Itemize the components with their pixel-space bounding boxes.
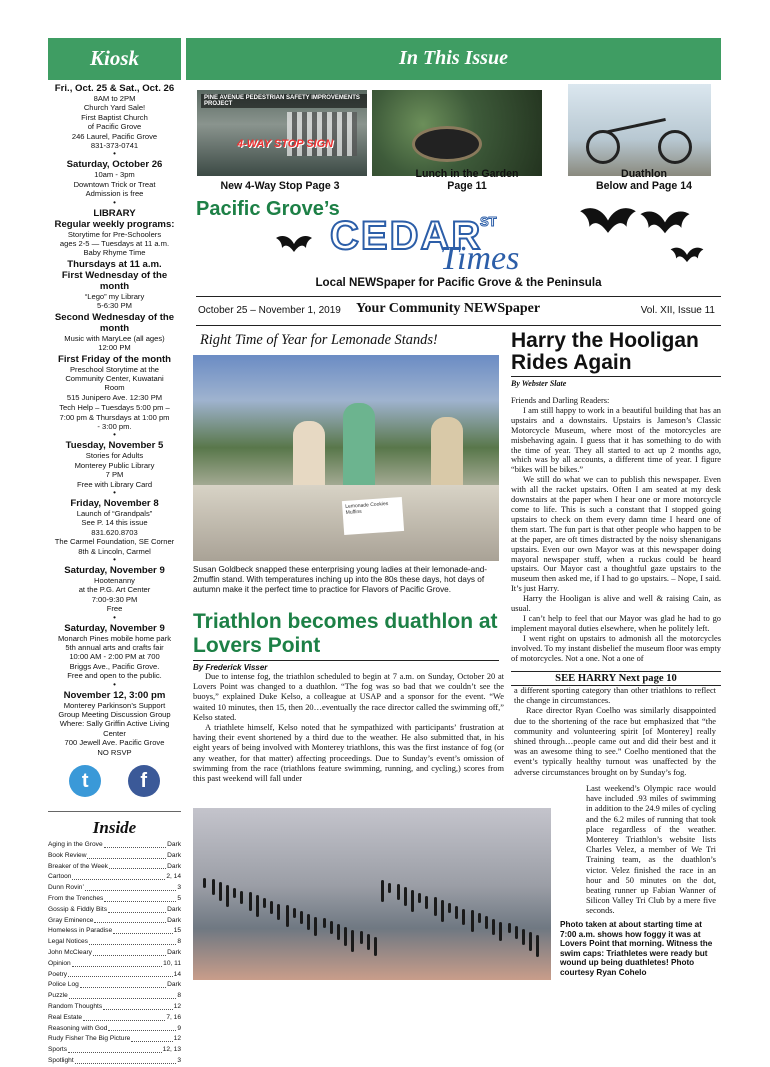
logo-times: Times	[440, 240, 520, 277]
bat-icon	[670, 244, 704, 264]
paragraph: We still do what we can to publish this newspaper. Even with all the racket upstairs. Often I am seated at my desk downstairs at the paper when I hear one or more motorcycle come to life. This is such a constant that I stopped going upstairs to check on them every damn time I heard one of them start. The fun part is that other people who happen to be at the paper, are oft times distracted by the noisy shenanigans upstairs. Even our own Mayor was at this newspaper doing mayoral newspaper stuff, when a ruckus could be heard upstairs. Our Mayor cast a thoughtful gaze upstairs to the museum then asked me, if I had to go upstairs. – Nope, I said. It’s just Harry.	[511, 475, 721, 594]
inside-item-page: Dark	[167, 949, 181, 957]
event-line: Hootenanny	[94, 576, 135, 585]
triathlon-body-end: Last weekend’s Olympic race would have included .93 miles of swimming in addition to the 24.9 miles of cycling and the 6.2 miles of running that took place regardless of the weather. Monterey Triathlon’s website lists Charles Velez, a member of We Tri Training team, as the duathlon’s victor. Velez finished the race in an hour and 50 minutes on the dot, beating runner up Fabian Wanner of Silicon Valley Tri Club by a mere five seconds.	[586, 784, 716, 916]
teaser-stop-sign[interactable]	[200, 180, 360, 192]
athlete-figure	[330, 921, 333, 934]
inside-item[interactable]	[48, 948, 181, 959]
teaser-label: New 4-Way Stop Page 3	[220, 180, 340, 192]
athlete-figure	[448, 903, 451, 913]
athlete-figure	[397, 884, 400, 900]
athlete-figure	[314, 917, 317, 936]
dot-leader	[69, 991, 177, 999]
paragraph: I went right on upstairs to admonish all the motorcycles involved. To my instant disbelief the museum floor was empty of motorcycles. Not a one. Not a one of	[511, 633, 721, 663]
athlete-figure	[212, 879, 215, 895]
inside-item-title: Opinion	[48, 959, 71, 967]
inside-item-title: Breaker of the Week	[48, 862, 108, 870]
athlete-figure	[529, 932, 532, 951]
inside-item-title: Reasoning with God	[48, 1024, 108, 1032]
event-line: Baby Rhyme Time	[83, 248, 146, 258]
kiosk-column	[48, 38, 181, 1065]
inside-item-page: 9	[177, 1024, 181, 1032]
stop-sign-photo[interactable]	[197, 90, 367, 176]
inside-item-page: 15	[173, 927, 181, 935]
inside-item-page: 5	[177, 895, 181, 903]
inside-item[interactable]	[48, 1034, 181, 1045]
bullet-separator: •	[113, 197, 116, 207]
inside-item-page: 12	[173, 1003, 181, 1011]
athlete-figure	[351, 930, 354, 952]
teaser-label: Duathlon	[621, 168, 667, 180]
dot-leader	[89, 937, 176, 945]
kiosk-event	[48, 565, 181, 622]
athlete-figure	[508, 923, 511, 933]
kiosk-events	[48, 80, 181, 757]
inside-list	[48, 840, 181, 1067]
inside-item-page: 3	[177, 1057, 181, 1065]
athlete-figure	[277, 904, 280, 920]
dateline	[196, 296, 721, 326]
event-heading: First Friday of the month	[58, 353, 171, 365]
inside-item-page: 12, 13	[162, 1046, 181, 1054]
photo-tag: PINE AVENUE PEDESTRIAN SAFETY IMPROVEMENTS PROJECT	[201, 94, 367, 108]
dot-leader	[93, 948, 166, 956]
paragraph: Due to intense fog, the triathlon scheduled to begin at 7 a.m. on Sunday, October 20 at Lovers Point was changed to a duathlon. “The fog was so bad that we couldn’t see the buoys,” explained Duke Kelso, a colleague at USAP and a sponsor for the event. “We waited 10 minutes, then 15, then 20…eventually the race director called the swimming off,” Kelso stated.	[193, 672, 504, 722]
inside-item-page: 3	[177, 884, 181, 892]
dot-leader	[113, 926, 173, 934]
athlete-figure	[307, 914, 310, 930]
inside-item[interactable]	[48, 1013, 181, 1024]
harry-byline: By Webster Slate	[511, 376, 721, 388]
dot-leader	[104, 894, 176, 902]
event-heading: Saturday, November 9	[64, 565, 165, 576]
inside-item[interactable]	[48, 970, 181, 981]
athlete-figure	[263, 898, 266, 908]
bullet-separator: •	[113, 612, 116, 622]
dot-leader	[104, 840, 166, 848]
inside-item-title: Poetry	[48, 970, 68, 978]
inside-item[interactable]	[48, 872, 181, 883]
athlete-figure	[360, 931, 363, 944]
event-heading: Saturday, October 26	[66, 159, 163, 171]
logo-main: CEDAR	[330, 214, 483, 258]
bullet-separator: •	[113, 149, 116, 159]
dot-leader	[103, 1002, 173, 1010]
kiosk-event	[48, 690, 181, 757]
event-line: Room	[104, 383, 125, 393]
event-heading: Fri., Oct. 25 & Sat., Oct. 26	[54, 83, 175, 94]
event-line: at the P.G. Art Center	[78, 585, 151, 595]
event-line: Church Yard Sale!	[83, 103, 146, 113]
inside-item-title: From the Trenches	[48, 895, 104, 903]
volume: Vol. XII, Issue 11	[640, 305, 715, 316]
athlete-figure	[374, 937, 377, 956]
event-subheading: Regular weekly programs:	[54, 218, 175, 230]
inside-item-title: Homeless in Paradise	[48, 927, 113, 935]
event-line: Free	[106, 604, 123, 614]
event-line: Admission is free	[85, 189, 144, 199]
harry-headline: Harry the Hooligan Rides Again	[511, 329, 699, 374]
inside-item[interactable]	[48, 862, 181, 873]
event-line: Music with MaryLee (all ages)	[64, 333, 165, 343]
athlete-figure	[226, 885, 229, 907]
kiosk-event	[48, 312, 181, 353]
inside-item-page: Dark	[167, 862, 181, 870]
inside-item[interactable]	[48, 840, 181, 851]
inside-item-title: Random Thoughts	[48, 1003, 103, 1011]
inside-item[interactable]	[48, 851, 181, 862]
dot-leader	[68, 1045, 162, 1053]
event-line: Monterey Public Library	[74, 460, 155, 470]
teaser-duathlon[interactable]	[564, 168, 724, 192]
triathlon-fog-photo[interactable]	[193, 808, 551, 980]
inside-item[interactable]	[48, 926, 181, 937]
athlete-figure	[462, 909, 465, 925]
inside-item-title: Aging in the Grove	[48, 841, 103, 849]
event-line: See P. 14 this issue	[81, 518, 148, 528]
event-line: NO RSVP	[97, 747, 132, 757]
harry-continued-link[interactable]: SEE HARRY Next page 10	[511, 671, 721, 686]
bullet-separator: •	[113, 487, 116, 497]
event-heading: Friday, November 8	[70, 497, 159, 509]
bullet-separator: •	[113, 430, 116, 440]
kiosk-event	[48, 159, 181, 206]
inside-item[interactable]	[48, 1002, 181, 1013]
triathlon-byline: By Frederick Visser	[193, 660, 499, 672]
paragraph: Harry the Hooligan is alive and well & raising Cain, as usual.	[511, 594, 721, 614]
event-line: of Pacific Grove	[87, 122, 142, 132]
inside-title: Inside	[48, 811, 181, 838]
athlete-figure	[256, 895, 259, 917]
inside-item-page: 12	[173, 1035, 181, 1043]
teaser-page: Page 11	[447, 180, 487, 192]
inside-item-title: Dunn Rovin’	[48, 884, 84, 892]
bullet-separator: •	[113, 555, 116, 564]
event-line: 515 Junipero Ave. 12:30 PM	[66, 392, 163, 402]
inside-item-title: Rudy Fisher The Big Picture	[48, 1035, 131, 1043]
event-line: Free with Library Card	[76, 479, 153, 489]
event-line: 7 PM	[105, 470, 124, 480]
kid-figure	[343, 403, 375, 491]
lemonade-photo[interactable]	[193, 355, 499, 561]
kiosk-title: Kiosk	[48, 38, 181, 80]
athlete-figure	[411, 890, 414, 912]
event-line: Monarch Pines mobile home park	[57, 633, 172, 643]
inside-item-title: Real Estate	[48, 1013, 83, 1021]
triathlon-body-continued	[514, 686, 716, 778]
athlete-figure	[471, 910, 474, 932]
facebook-icon[interactable]: f	[128, 765, 160, 797]
inside-item[interactable]	[48, 1056, 181, 1067]
event-heading: Tuesday, November 5	[65, 440, 164, 452]
event-line: Group Meeting Discussion Group	[58, 710, 171, 720]
dot-leader	[83, 1013, 165, 1021]
inside-item[interactable]	[48, 980, 181, 991]
athlete-figure	[249, 892, 252, 911]
event-heading: November 12, 3:00 pm	[63, 689, 166, 701]
dot-leader	[87, 851, 166, 859]
triathlon-photo-caption: Photo taken at about starting time at 7:00 a.m. shows how foggy it was at Lovers Point that morning. Witness the swim caps: Triathletes were ready but wound up being duathletes! Photo courtesy Ryan Cohelo	[560, 920, 713, 977]
athlete-figure	[404, 887, 407, 906]
event-line: The Carmel Foundation, SE Corner	[54, 537, 175, 547]
kiosk-event	[48, 498, 181, 564]
inside-item-page: 2, 14	[166, 873, 181, 881]
athlete-figure	[293, 908, 296, 918]
athlete-figure	[233, 888, 236, 898]
paragraph: Race director Ryan Coelho was similarly disappointed due to the shortening of the race but emphasized that “the community and volunteering spirit [of Monterey] really shined through…people came out and did their best and it was an awesome thing to see.” Coelho mentioned that the event’s typically healthy turnout was unaffected by the adverse circumstances brought on by Sunday’s fog.	[514, 706, 716, 777]
event-heading: First Wednesday of the month	[61, 269, 168, 292]
salutation: Friends and Darling Readers:	[511, 396, 610, 405]
event-line: 8AM to 2PM	[93, 94, 136, 103]
dot-leader	[72, 959, 162, 967]
athlete-figure	[536, 935, 539, 957]
paragraph: a different sporting category than other triathlons to reflect the change in circumstances.	[514, 686, 716, 706]
inside-item-title: Gossip & Fiddly Bits	[48, 905, 107, 913]
athlete-figure	[434, 897, 437, 916]
bat-icon	[640, 206, 690, 236]
inside-item-title: John McCleary	[48, 949, 92, 957]
dot-leader	[109, 862, 166, 870]
kiosk-event	[48, 208, 181, 258]
athlete-figure	[455, 906, 458, 919]
inside-item[interactable]	[48, 1045, 181, 1056]
dot-leader	[68, 970, 173, 978]
inside-item-page: Dark	[167, 916, 181, 924]
photo-sign-label: 4-WAY STOP SIGN	[237, 138, 334, 150]
inside-item[interactable]	[48, 883, 181, 894]
event-line: Monterey Parkinson’s Support	[63, 700, 166, 710]
event-line: Briggs Ave., Pacific Grove.	[69, 661, 160, 671]
athlete-figure	[323, 918, 326, 928]
inside-item-title: Legal Notices	[48, 938, 88, 946]
event-line: 7:00-9:30 PM	[91, 594, 138, 604]
event-heading: Second Wednesday of the month	[54, 311, 175, 334]
athlete-figure	[337, 924, 340, 940]
inside-item-page: 7, 16	[166, 1013, 181, 1021]
teaser-page: Below and Page 14	[596, 180, 692, 192]
garden-photo[interactable]	[372, 90, 542, 176]
kiosk-event	[48, 354, 181, 403]
teaser-label: Lunch in the Garden	[415, 168, 519, 180]
paragraph: I am still happy to work in a beautiful building that has an upstairs and a downstairs. Upstairs is Jameson’s Classic Motorcycle Museum, where most of the motorcycles are misbehaving again. I guess that it has something to do with the time of year. They all started to act up 2 months ago, which was by all accounts, a different time of year. I figure “bikes will be bikes.”	[511, 405, 721, 475]
kiosk-event	[48, 403, 181, 439]
inside-item-title: Gray Eminence	[48, 916, 94, 924]
event-line: 5-6:30 PM	[96, 301, 133, 311]
athlete-figure	[270, 901, 273, 914]
kid-figure	[431, 417, 463, 493]
athlete-figure	[522, 929, 525, 945]
event-line: 8th & Lincoln, Carmel	[78, 546, 151, 556]
duathlon-bike-photo[interactable]	[568, 84, 711, 176]
harry-body	[511, 396, 721, 663]
inside-item-page: 8	[177, 938, 181, 946]
inside-item-page: Dark	[167, 905, 181, 913]
event-line: Preschool Storytime at the	[69, 364, 160, 374]
paragraph: I can’t help to feel that our Mayor was glad he had to go implement mayoral duties elsewhere, when he politely left.	[511, 613, 721, 633]
athlete-figure	[499, 922, 502, 941]
in-this-issue-title: In This Issue	[186, 38, 721, 80]
inside-item-title: Puzzle	[48, 992, 68, 1000]
bat-icon	[276, 232, 312, 254]
event-line: Center	[103, 728, 126, 738]
inside-item-title: Cartoon	[48, 873, 72, 881]
event-line: Tech Help – Tuesdays 5:00 pm –	[59, 403, 170, 413]
event-line: “Lego” my Library	[84, 291, 145, 301]
kiosk-event	[48, 259, 181, 311]
inside-item-page: 14	[173, 970, 181, 978]
event-line: 831-373-0741	[90, 141, 139, 151]
triathlon-body	[193, 672, 504, 784]
athlete-figure	[478, 913, 481, 923]
event-heading: LIBRARY	[93, 207, 136, 219]
inside-item-page: Dark	[167, 981, 181, 989]
event-line: 7:00 pm & Thursdays at 1:00 pm	[59, 412, 170, 422]
dot-leader	[94, 916, 166, 924]
athlete-figure	[240, 891, 243, 904]
inside-item[interactable]	[48, 1024, 181, 1035]
dot-leader	[72, 872, 165, 880]
athlete-figure	[425, 896, 428, 909]
event-line: Community Center, Kuwatani	[65, 373, 164, 383]
athlete-figure	[515, 926, 518, 939]
event-heading: Thursdays at 11 a.m.	[67, 258, 162, 270]
issue-date: October 25 – November 1, 2019	[198, 305, 341, 316]
event-heading: Saturday, November 9	[64, 622, 165, 634]
event-line: Stories for Adults	[85, 451, 144, 461]
athlete-figure	[388, 883, 391, 893]
bat-icon	[578, 202, 638, 236]
bowl-graphic	[412, 126, 482, 162]
athlete-figure	[492, 919, 495, 935]
inside-item[interactable]	[48, 916, 181, 927]
masthead-logo	[330, 212, 530, 282]
event-line: 831.620.8703	[91, 527, 138, 537]
dot-leader	[80, 980, 166, 988]
event-line: 5th annual arts and crafts fair	[65, 643, 164, 653]
inside-item[interactable]	[48, 959, 181, 970]
event-line: - 3:00 pm.	[97, 421, 132, 431]
event-line: Downtown Trick or Treat	[73, 179, 156, 189]
lemonade-sign: Lemonade Cookies Muffins	[342, 497, 404, 535]
logo-st: ST	[480, 214, 497, 229]
kiosk-event	[48, 440, 181, 497]
inside-item-page: 10, 11	[163, 959, 181, 967]
event-line: Free and open to the public.	[67, 671, 162, 681]
dot-leader	[85, 883, 176, 891]
bullet-separator: •	[113, 679, 116, 689]
lemonade-headline: Right Time of Year for Lemonade Stands!	[200, 332, 438, 348]
event-line: ages 2-5 — Tuesdays at 11 a.m.	[59, 239, 170, 249]
inside-item-title: Sports	[48, 1046, 68, 1054]
athlete-figure	[344, 927, 347, 946]
teaser-garden[interactable]	[392, 168, 542, 192]
athlete-figure	[367, 934, 370, 950]
inside-item[interactable]	[48, 991, 181, 1002]
dot-leader	[108, 1024, 176, 1032]
inside-item[interactable]	[48, 937, 181, 948]
dot-leader	[108, 905, 166, 913]
athlete-figure	[286, 905, 289, 927]
kiosk-event	[48, 623, 181, 689]
inside-item-title: Book Review	[48, 851, 87, 859]
kiosk-event	[48, 83, 181, 158]
event-line: 10:00 AM - 2:00 PM at 700	[69, 652, 160, 662]
twitter-icon[interactable]: t	[69, 765, 101, 797]
event-line: 246 Laurel, Pacific Grove	[71, 131, 158, 141]
inside-item-title: Police Log	[48, 981, 79, 989]
dot-leader	[131, 1034, 172, 1042]
event-line: Storytime for Pre-Schoolers	[67, 229, 162, 239]
athlete-figure	[219, 882, 222, 901]
inside-item-page: Dark	[167, 841, 181, 849]
lemonade-caption: Susan Goldbeck snapped these enterprising young ladies at their lemonade-and-2muffin stand. With temperatures inching up into the 80s these days, hot days of autumn make it the perfect time to practice for Flavors of Pacific Grove.	[193, 565, 488, 594]
athlete-figure	[381, 880, 384, 902]
athlete-figure	[485, 916, 488, 929]
inside-item-page: Dark	[167, 851, 181, 859]
dot-leader	[75, 1056, 177, 1064]
athlete-figure	[441, 900, 444, 922]
event-line: Where: Sally Griffin Active Living	[59, 719, 170, 729]
motto: Your Community NEWSpaper	[356, 301, 541, 316]
tagline: Local NEWSpaper for Pacific Grove & the Peninsula	[315, 276, 602, 289]
kid-figure	[293, 421, 325, 491]
inside-item[interactable]	[48, 905, 181, 916]
social-links	[48, 765, 181, 797]
athlete-figure	[203, 878, 206, 888]
event-line: 12:00 PM	[98, 343, 131, 353]
paragraph: A triathlete himself, Kelso noted that he sympathized with participants’ frustration at having their event shortened by a third due to the weather. He also submitted that, in his eight years of being involved with Monterey triathlons, this was the first instance of fog (or any weather, for that matter) affecting proceedings. Due to Sunday’s event’s omission of swimming from the race (triathlons feature swimming, running, and cycling,) scores from this past weekend will fall under	[193, 723, 504, 784]
event-line: 700 Jewell Ave. Pacific Grove	[64, 738, 165, 748]
athlete-figure	[418, 893, 421, 903]
event-line: First Baptist Church	[81, 112, 148, 122]
inside-item-title: Spotlight	[48, 1057, 74, 1065]
athlete-figure	[300, 911, 303, 924]
event-line: Launch of “Grandpals”	[76, 508, 153, 518]
triathlon-headline: Triathlon becomes duathlon at Lovers Point	[193, 610, 498, 657]
inside-item-page: 8	[177, 992, 181, 1000]
inside-item[interactable]	[48, 894, 181, 905]
brand-prefix: Pacific Grove’s	[196, 198, 340, 220]
event-line: 10am - 3pm	[94, 170, 135, 180]
